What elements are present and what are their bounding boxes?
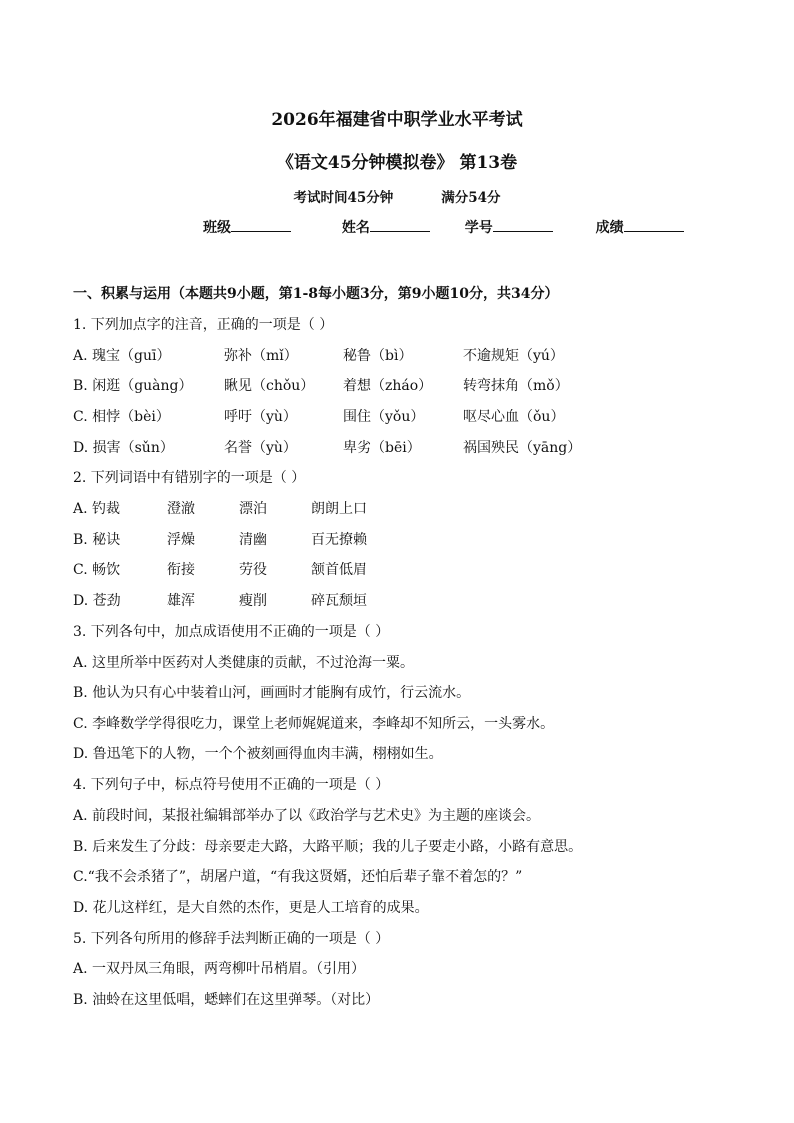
question-4-option-d[interactable]: D. 花儿这样红，是大自然的杰作，更是人工培育的成果。 bbox=[73, 900, 429, 916]
option-cell: C. 相悖（bèi） bbox=[73, 409, 170, 425]
class-field[interactable] bbox=[203, 216, 291, 237]
option-cell: 瞅见（chǒu） bbox=[224, 378, 315, 394]
question-4-option-c[interactable]: C.“我不会杀猪了”，胡屠户道，“有我这贤婿，还怕后辈子靠不着怎的？” bbox=[73, 869, 523, 885]
option-cell: 着想（zháo） bbox=[343, 378, 433, 394]
option-cell: 清幽 bbox=[239, 532, 267, 548]
option-cell: D. 损害（sǔn） bbox=[73, 440, 174, 456]
option-cell: 呕尽心血（ǒu） bbox=[463, 409, 565, 425]
option-cell: 转弯抹角（mǒ） bbox=[463, 378, 569, 394]
option-cell: 秘鲁（bì） bbox=[343, 348, 413, 364]
name-label: 姓名 bbox=[341, 220, 370, 236]
section-heading: 一、积累与运用（本题共9小题，第1-8每小题3分，第9小题10分，共34分） bbox=[73, 286, 559, 302]
score-label: 成绩 bbox=[595, 220, 624, 236]
class-label: 班级 bbox=[203, 220, 231, 236]
question-1-stem: 1. 下列加点字的注音，正确的一项是（ ） bbox=[73, 317, 334, 333]
question-4-option-b[interactable]: B. 后来发生了分歧：母亲要走大路，大路平顺；我的儿子要走小路，小路有意思。 bbox=[73, 839, 583, 855]
exam-time: 考试时间45分钟 bbox=[293, 190, 394, 206]
option-cell: 澄澈 bbox=[167, 501, 195, 517]
option-cell: D. 苍劲 bbox=[73, 593, 121, 609]
question-2-stem: 2. 下列词语中有错别字的一项是（ ） bbox=[73, 470, 306, 486]
question-3-option-d[interactable]: D. 鲁迅笔下的人物，一个个被刻画得血肉丰满，栩栩如生。 bbox=[73, 746, 443, 762]
exam-title: 2026年福建省中职学业水平考试 bbox=[271, 110, 523, 130]
option-cell: 弥补（mǐ） bbox=[224, 348, 298, 364]
option-cell: 朗朗上口 bbox=[311, 501, 367, 517]
name-field[interactable] bbox=[342, 216, 430, 237]
question-3-option-a[interactable]: A. 这里所举中医药对人类健康的贡献，不过沧海一粟。 bbox=[73, 655, 415, 671]
question-3-option-c[interactable]: C. 李峰数学学得很吃力，课堂上老师娓娓道来，李峰却不知所云，一头雾水。 bbox=[73, 716, 555, 732]
option-cell: 颔首低眉 bbox=[311, 562, 367, 578]
option-cell: 瘦削 bbox=[239, 593, 267, 609]
student-info-line bbox=[203, 216, 684, 237]
number-label: 学号 bbox=[464, 220, 493, 236]
exam-subtitle: 《语文45分钟模拟卷》 第13卷 bbox=[276, 153, 518, 173]
option-cell: 漂泊 bbox=[239, 501, 267, 517]
option-cell: 百无撩赖 bbox=[311, 532, 367, 548]
option-cell: 呼吁（yù） bbox=[224, 409, 297, 425]
option-cell: 雄浑 bbox=[167, 593, 195, 609]
option-cell: 名誉（yù） bbox=[224, 440, 297, 456]
exam-meta bbox=[0, 186, 794, 206]
question-5-stem: 5. 下列各句所用的修辞手法判断正确的一项是（ ） bbox=[73, 931, 390, 947]
question-3-stem: 3. 下列各句中，加点成语使用不正确的一项是（ ） bbox=[73, 624, 390, 640]
option-cell: B. 秘诀 bbox=[73, 532, 121, 548]
option-cell: 祸国殃民（yāng） bbox=[463, 440, 582, 456]
full-score: 满分54分 bbox=[441, 190, 501, 206]
score-field[interactable] bbox=[596, 216, 684, 237]
option-cell: B. 闲逛（guàng） bbox=[73, 378, 193, 394]
option-cell: 劳役 bbox=[239, 562, 267, 578]
number-field[interactable] bbox=[465, 216, 553, 237]
option-cell: C. 畅饮 bbox=[73, 562, 121, 578]
option-cell: A. 瑰宝（guī） bbox=[73, 348, 171, 364]
option-cell: 卑劣（bēi） bbox=[343, 440, 421, 456]
question-5-option-a[interactable]: A. 一双丹凤三角眼，两弯柳叶吊梢眉。（引用） bbox=[73, 961, 366, 977]
option-cell: A. 钓裁 bbox=[73, 501, 121, 517]
option-cell: 围住（yǒu） bbox=[343, 409, 425, 425]
option-cell: 不逾规矩（yú） bbox=[463, 348, 564, 364]
option-cell: 碎瓦颓垣 bbox=[311, 593, 367, 609]
question-5-option-b[interactable]: B. 油蛉在这里低唱，蟋蟀们在这里弹琴。（对比） bbox=[73, 992, 380, 1008]
option-cell: 浮燥 bbox=[167, 532, 195, 548]
option-cell: 衔接 bbox=[167, 562, 195, 578]
question-4-option-a[interactable]: A. 前段时间，某报社编辑部举办了以《政治学与艺术史》为主题的座谈会。 bbox=[73, 808, 541, 824]
question-4-stem: 4. 下列句子中，标点符号使用不正确的一项是（ ） bbox=[73, 777, 390, 793]
question-3-option-b[interactable]: B. 他认为只有心中装着山河，画画时才能胸有成竹，行云流水。 bbox=[73, 685, 471, 701]
